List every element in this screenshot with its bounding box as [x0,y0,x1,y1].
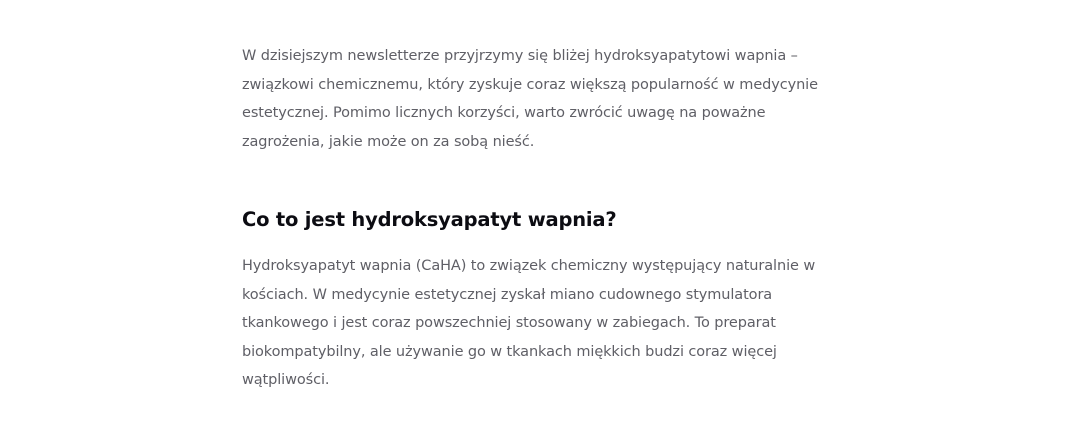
article-content [242,42,832,388]
intro-paragraph: W dzisiejszym newsletterze przyjrzymy się bliżej hydroksyapatytowi wapnia – związkowi chemicznemu, który zyskuje coraz większą popularność w medycynie estetycznej. Pomimo licznych korzyści, warto zwrócić uwagę na poważne zagrożenia, jakie może on za sobą nieść. [242,48,818,150]
section-heading: Co to jest hydroksyapatyt wapnia? [242,208,617,231]
section-paragraph: Hydroksyapatyt wapnia (CaHA) to związek chemiczny występujący naturalnie w kościach. W medycynie estetycznej zyskał miano cudownego stymulatora tkankowego i jest coraz powszechniej stosowany w zabiegach. To preparat biokompatybilny, ale używanie go w tkankach miękkich budzi coraz więcej wątpliwości. [242,258,816,388]
